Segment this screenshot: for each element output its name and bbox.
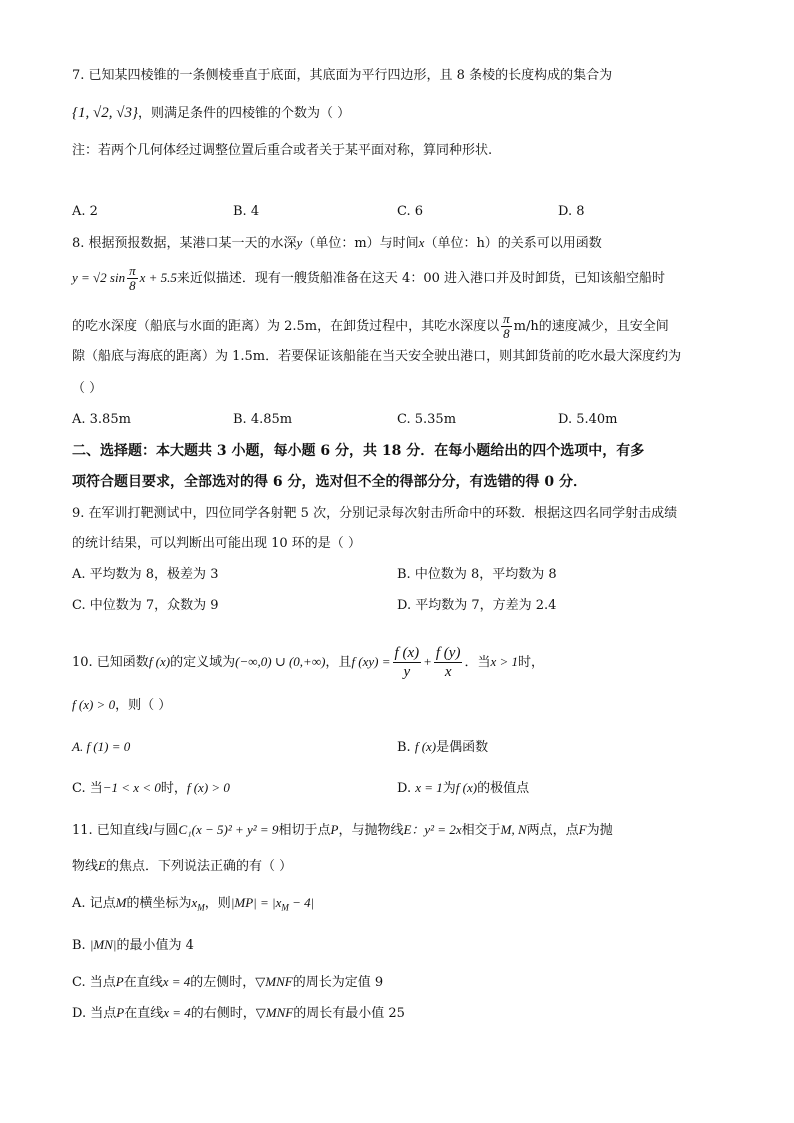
q11-parabola-eq: E：y² = 2x xyxy=(403,822,462,837)
q11-optb-mn: |MN| xyxy=(89,937,117,952)
q10-text-b: 的定义域为 xyxy=(170,655,236,670)
q11-text-c: 相切于点 xyxy=(278,823,331,838)
q11-opta-text-b: ，则 xyxy=(204,896,231,911)
q10-frac1-num: f (x) xyxy=(394,645,420,661)
q8-frac-num: π xyxy=(129,263,136,278)
q9-option-b[interactable]: B. 中位数为 8，平均数为 8 xyxy=(397,567,557,582)
q10-fx-positive: f (x) > 0 xyxy=(72,697,116,712)
q8-rate-num: π xyxy=(503,311,510,326)
q10-fxy: f (xy) = xyxy=(351,654,391,669)
q10-text-e: 时， xyxy=(518,655,545,670)
q11-optc-p: P xyxy=(115,974,124,989)
q11-opta-label: A. 记点 xyxy=(72,896,116,911)
q8-text-c: （单位：h）的关系可以用函数 xyxy=(424,236,602,251)
q8-rate-den: 8 xyxy=(503,326,510,341)
q11-text-e: 相交于 xyxy=(461,823,501,838)
q10-text-c: ，且 xyxy=(325,655,352,670)
q11-opta-sub: M xyxy=(197,902,205,913)
q11-optc-line: x = 4 xyxy=(162,974,191,989)
q8-formula-fraction xyxy=(127,264,138,293)
q7-question: ，则满足条件的四棱锥的个数为（ ） xyxy=(137,106,351,121)
q10-optb-text: 是偶函数 xyxy=(436,740,489,755)
q10-frac2-num: f (y) xyxy=(435,645,461,661)
q7-stem-line2 xyxy=(72,103,350,124)
q10-domain: (−∞,0) ∪ (0,+∞) xyxy=(235,654,326,669)
section2-heading-line2: 项符合题目要求，全部选对的得 6 分，选对但不全的得部分分，有选错的得 0 分． xyxy=(72,474,587,490)
q8-option-b[interactable]: B. 4.85m xyxy=(233,412,293,427)
q8-stem-line3 xyxy=(72,312,669,341)
q8-stem-line4: 隙（船底与海底的距离）为 1.5m．若要保证该船能在当天安全驶出港口，则其卸货前的吃水最大深度约为 xyxy=(72,349,682,364)
q7-option-b[interactable]: B. 4 xyxy=(233,204,260,219)
q11-optc-triangle: ▽MNF xyxy=(255,974,293,989)
q11-opta-m: M xyxy=(115,895,127,910)
q11-option-d[interactable] xyxy=(72,1003,405,1024)
q9-option-c[interactable]: C. 中位数为 7，众数为 9 xyxy=(72,598,219,613)
section2-heading-line1: 二、选择题：本大题共 3 小题，每小题 6 分，共 18 分．在每小题给出的四个选项中，有多 xyxy=(72,443,645,459)
q11-optc-text-b: 的左侧时， xyxy=(190,975,256,990)
q8-text-line3a: 的吃水深度（船底与水面的距离）为 2.5m，在卸货过程中，其吃水深度以 xyxy=(72,319,500,334)
q11-optc-label: C. 当点 xyxy=(72,975,116,990)
q7-option-c[interactable]: C. 6 xyxy=(397,204,424,219)
q8-formula-suffix: x + 5.5 xyxy=(139,270,177,285)
q8-rate-unit: m/h xyxy=(513,319,539,334)
q8-text-line3b: 的速度减少，且安全间 xyxy=(538,319,669,334)
q9-option-a[interactable]: A. 平均数为 8，极差为 3 xyxy=(72,567,219,582)
q8-rate-fraction xyxy=(501,312,512,341)
q10-option-b[interactable] xyxy=(397,737,488,758)
q11-text-g: 为抛 xyxy=(586,823,613,838)
q8-frac-den: 8 xyxy=(129,278,136,293)
q8-stem-line5: （ ） xyxy=(72,381,103,396)
q11-text-b: 与圆 xyxy=(152,823,179,838)
q10-frac2 xyxy=(434,644,463,681)
q11-text-f: 两点，点 xyxy=(526,823,579,838)
q10-optc-fx: f (x) > 0 xyxy=(186,780,230,795)
q10-optd-label: D. xyxy=(397,781,416,796)
q11-point-p: P xyxy=(330,822,339,837)
q10-optd-text-b: 的极值点 xyxy=(477,781,530,796)
q10-question: ，则（ ） xyxy=(115,698,172,713)
q7-note: 注：若两个几何体经过调整位置后重合或者关于某平面对称，算同种形状. xyxy=(72,143,493,158)
q11-optd-text-c: 的周长有最小值 25 xyxy=(293,1006,405,1021)
q10-option-c[interactable] xyxy=(72,778,230,799)
q9-option-d[interactable]: D. 平均数为 7，方差为 2.4 xyxy=(397,598,557,613)
q8-text-line2: 来近似描述．现有一艘货船准备在这天 4：00 进入港口并及时卸货，已知该船空船时 xyxy=(176,271,666,286)
q11-opta-x: x xyxy=(191,895,198,910)
q8-var-x: x xyxy=(418,235,425,250)
q10-fx: f (x) xyxy=(148,654,171,669)
q10-optb-label: B. xyxy=(397,740,415,755)
q11-circle-eq: C₁(x − 5)² + y² = 9 xyxy=(178,822,279,837)
q9-stem-line2: 的统计结果，可以判断出可能出现 10 环的是（ ） xyxy=(72,536,361,551)
q10-optb-fx: f (x) xyxy=(414,739,437,754)
q11-opta-eq-sub: M xyxy=(281,902,289,913)
q11-optc-text-a: 在直线 xyxy=(123,975,163,990)
q11-optd-text-b: 的右侧时， xyxy=(190,1006,256,1021)
q8-formula-prefix: y = √2 sin xyxy=(72,270,126,285)
q8-stem-line2 xyxy=(72,264,665,293)
q11-optd-text-a: 在直线 xyxy=(124,1006,164,1021)
q11-opta-eq-end: − 4| xyxy=(288,895,315,910)
q10-frac1 xyxy=(393,644,422,681)
q10-option-a[interactable]: A. f (1) = 0 xyxy=(72,739,131,754)
q11-point-f: F xyxy=(578,822,587,837)
q11-optc-text-c: 的周长为定值 9 xyxy=(292,975,384,990)
q10-frac1-den: y xyxy=(403,664,411,680)
q11-stem-line2 xyxy=(72,856,292,877)
q11-optd-label: D. 当点 xyxy=(72,1006,117,1021)
q11-optb-label: B. xyxy=(72,938,90,953)
q10-text-d: ．当 xyxy=(464,655,491,670)
q11-opta-eq: |MP| = |x xyxy=(230,895,282,910)
q10-optd-text-a: 为 xyxy=(442,781,456,796)
q11-option-b[interactable] xyxy=(72,935,194,956)
q10-text-a: 10. 已知函数 xyxy=(72,655,149,670)
q11-stem-line1 xyxy=(72,820,613,841)
q11-option-c[interactable] xyxy=(72,972,383,993)
q10-frac2-den: x xyxy=(444,664,452,680)
q10-plus: + xyxy=(423,654,432,669)
q8-option-c[interactable]: C. 5.35m xyxy=(397,412,457,427)
q8-var-y: y xyxy=(296,235,303,250)
q11-optb-text: 的最小值为 4 xyxy=(116,938,194,953)
q7-option-d[interactable]: D. 8 xyxy=(558,204,585,219)
q9-stem-line1: 9. 在军训打靶测试中，四位同学各射靶 5 次，分别记录每次射击所命中的环数．根据这四名同学射击成绩 xyxy=(72,506,678,521)
q11-text-a: 11. 已知直线 xyxy=(72,823,149,838)
q11-question: 的焦点．下列说法正确的有（ ） xyxy=(105,859,293,874)
q8-option-d[interactable]: D. 5.40m xyxy=(558,412,618,427)
q11-optd-line: x = 4 xyxy=(163,1005,191,1020)
q11-line-l: l xyxy=(148,822,153,837)
q10-optc-label: C. 当 xyxy=(72,781,103,796)
q10-stem-line2 xyxy=(72,695,171,716)
q10-optc-text: 时， xyxy=(160,781,187,796)
q10-condition: x > 1 xyxy=(490,654,519,669)
q8-text-b: （单位：m）与时间 xyxy=(302,236,419,251)
q10-optc-range: −1 < x < 0 xyxy=(102,780,161,795)
q11-points-mn: M, N xyxy=(500,822,527,837)
q11-text-h: 物线 xyxy=(72,859,99,874)
q11-text-d: ，与抛物线 xyxy=(338,823,404,838)
q11-parabola-e: E xyxy=(98,858,106,873)
q11-opta-text-a: 的横坐标为 xyxy=(126,896,192,911)
q10-option-d[interactable] xyxy=(397,778,529,799)
q11-optd-triangle: ▽MNF xyxy=(255,1005,294,1020)
q8-text-a: 8. 根据预报数据，某港口某一天的水深 xyxy=(72,236,297,251)
q7-stem-line1: 7. 已知某四棱锥的一条侧棱垂直于底面，其底面为平行四边形，且 8 条棱的长度构成的集合为 xyxy=(72,68,613,83)
q10-optd-fx: f (x) xyxy=(455,780,478,795)
q11-optd-p: P xyxy=(116,1005,125,1020)
q7-option-a[interactable]: A. 2 xyxy=(72,204,98,219)
q8-option-a[interactable]: A. 3.85m xyxy=(72,412,131,427)
q10-optd-x1: x = 1 xyxy=(415,780,443,795)
q8-stem-line1 xyxy=(72,233,602,254)
q11-option-a[interactable] xyxy=(72,893,314,918)
q10-stem-line1 xyxy=(72,644,544,681)
q7-length-set: {1, √2, √3} xyxy=(72,105,138,121)
